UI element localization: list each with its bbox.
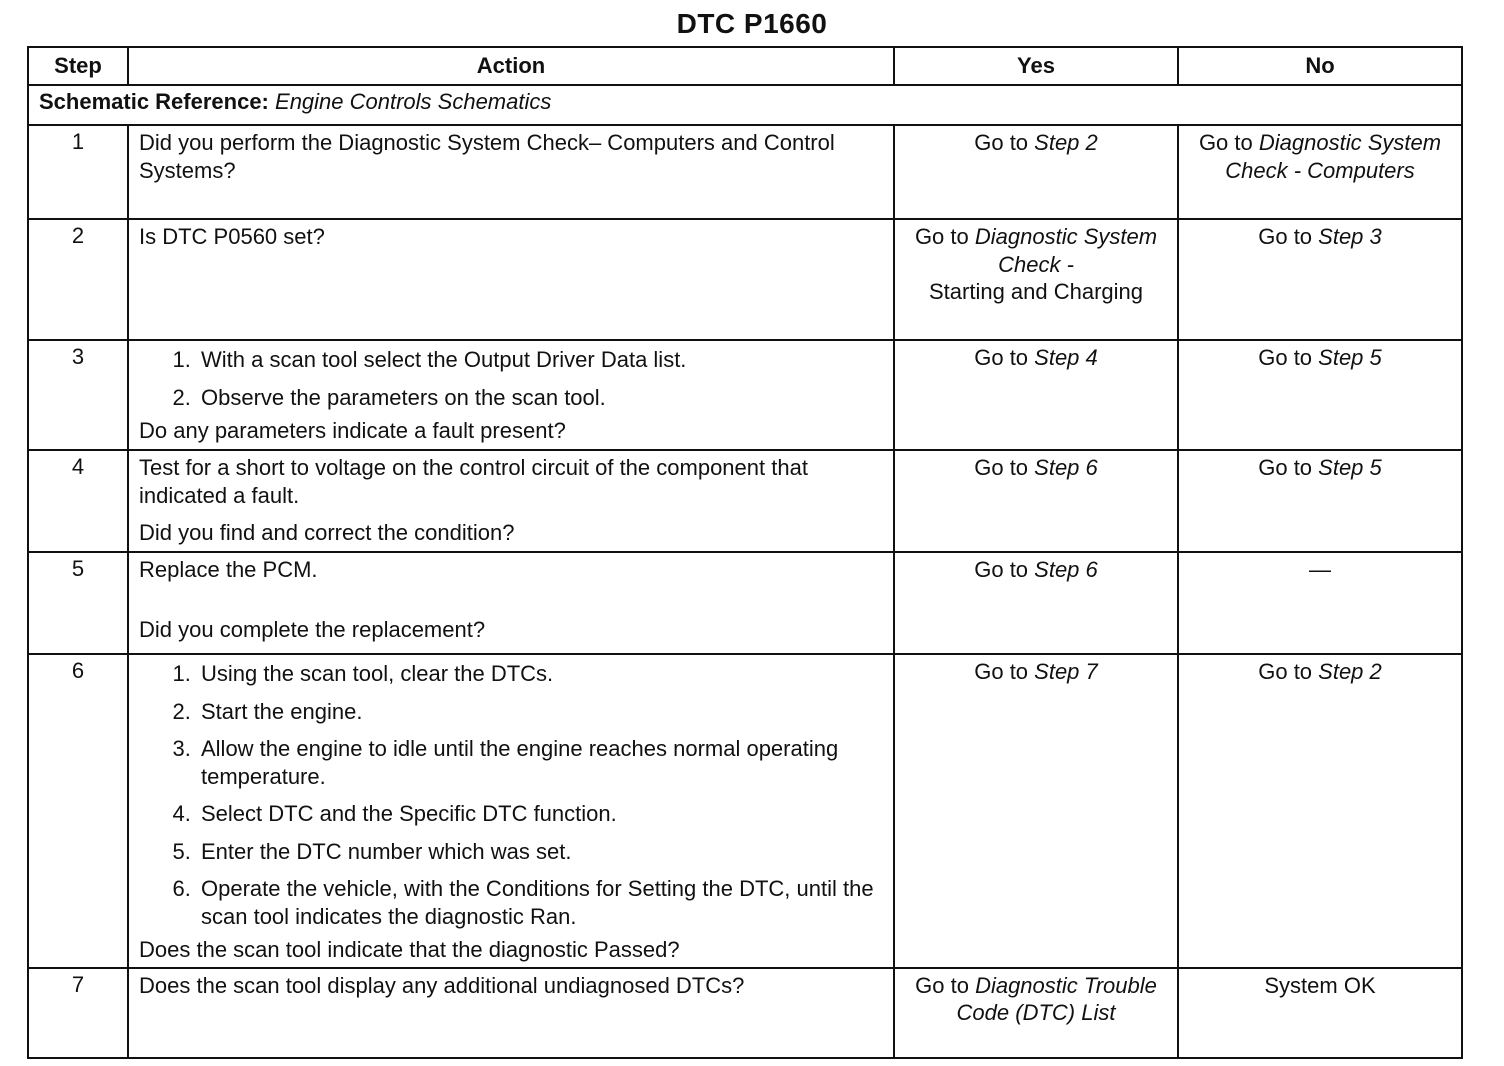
yes-prefix: Go to bbox=[974, 455, 1035, 480]
schematic-reference-row bbox=[28, 85, 1462, 125]
action-question: Did you complete the replacement? bbox=[139, 616, 486, 642]
action-text: Replace the PCM. bbox=[139, 557, 318, 582]
yes-cell bbox=[894, 340, 1178, 450]
step-number: 6 bbox=[28, 654, 128, 968]
yes-prefix: Go to bbox=[915, 972, 976, 998]
yes-link[interactable]: Step 6 bbox=[1034, 455, 1098, 480]
no-cell bbox=[1178, 219, 1462, 340]
action-question: Do any parameters indicate a fault present? bbox=[139, 418, 566, 443]
schematic-reference-link[interactable]: Engine Controls Schematics bbox=[275, 89, 552, 114]
no-prefix: Go to bbox=[1198, 130, 1259, 155]
yes-link[interactable]: Step 7 bbox=[1034, 659, 1098, 684]
list-item: 3. Allow the engine to idle until the engine reaches normal operating temperature. bbox=[197, 735, 883, 790]
list-item: 2. Start the engine. bbox=[197, 698, 883, 726]
no-cell bbox=[1178, 340, 1462, 450]
list-item: 2. Observe the parameters on the scan tool. bbox=[197, 384, 883, 412]
table-row bbox=[28, 654, 1462, 968]
no-link[interactable]: Step 3 bbox=[1318, 224, 1382, 249]
table-header-row bbox=[28, 47, 1462, 85]
yes-cell bbox=[894, 219, 1178, 340]
list-item: 1. With a scan tool select the Output Driver Data list. bbox=[197, 346, 883, 374]
yes-cell bbox=[894, 125, 1178, 219]
table-row bbox=[28, 219, 1462, 340]
action-step-list bbox=[139, 346, 883, 411]
yes-link[interactable]: Step 2 bbox=[1034, 130, 1098, 155]
yes-prefix: Go to bbox=[974, 659, 1035, 684]
yes-link[interactable]: Diagnostic Trouble Code (DTC) List bbox=[956, 972, 1157, 1025]
yes-link[interactable]: Diagnostic System Check - bbox=[974, 224, 1158, 277]
action-cell bbox=[128, 968, 894, 1058]
action-cell bbox=[128, 219, 894, 340]
no-cell bbox=[1178, 450, 1462, 552]
no-result: System OK bbox=[1264, 972, 1376, 998]
step-number: 2 bbox=[28, 219, 128, 340]
table-row bbox=[28, 125, 1462, 219]
action-text: Test for a short to voltage on the control circuit of the component that indicated a fault. bbox=[139, 455, 808, 508]
action-text: Is DTC P0560 set? bbox=[139, 224, 325, 249]
schematic-reference-label: Schematic Reference: bbox=[39, 89, 269, 114]
table-row bbox=[28, 340, 1462, 450]
step-number: 1 bbox=[28, 125, 128, 219]
step-number: 4 bbox=[28, 450, 128, 552]
no-link[interactable]: Step 5 bbox=[1318, 455, 1382, 480]
action-cell bbox=[128, 552, 894, 654]
step-number: 5 bbox=[28, 552, 128, 654]
dtc-table bbox=[27, 46, 1463, 1059]
table-row bbox=[28, 552, 1462, 654]
no-dash: — bbox=[1309, 557, 1331, 582]
table-row bbox=[28, 450, 1462, 552]
no-prefix: Go to bbox=[1258, 455, 1319, 480]
yes-prefix: Go to bbox=[974, 557, 1035, 582]
no-cell bbox=[1178, 552, 1462, 654]
yes-prefix: Go to bbox=[974, 345, 1035, 370]
no-cell bbox=[1178, 125, 1462, 219]
header-action: Action bbox=[128, 47, 894, 85]
action-cell bbox=[128, 340, 894, 450]
list-item: 1. Using the scan tool, clear the DTCs. bbox=[197, 660, 883, 688]
action-step-list bbox=[139, 660, 883, 930]
yes-link[interactable]: Step 4 bbox=[1034, 345, 1098, 370]
no-cell bbox=[1178, 968, 1462, 1058]
list-item: 6. Operate the vehicle, with the Conditions for Setting the DTC, until the scan tool indicates the diagnostic Ran. bbox=[197, 875, 883, 930]
yes-cell bbox=[894, 450, 1178, 552]
header-yes: Yes bbox=[894, 47, 1178, 85]
yes-link[interactable]: Step 6 bbox=[1034, 557, 1098, 582]
action-question: Does the scan tool indicate that the diagnostic Passed? bbox=[139, 937, 680, 962]
no-link[interactable]: Step 2 bbox=[1318, 659, 1382, 684]
yes-prefix: Go to bbox=[914, 224, 975, 249]
action-cell bbox=[128, 654, 894, 968]
no-prefix: Go to bbox=[1258, 345, 1319, 370]
no-cell bbox=[1178, 654, 1462, 968]
no-link[interactable]: Step 5 bbox=[1318, 345, 1382, 370]
header-step: Step bbox=[28, 47, 128, 85]
action-text: Does the scan tool display any additional undiagnosed DTCs? bbox=[139, 972, 745, 998]
no-prefix: Go to bbox=[1258, 224, 1319, 249]
action-question: Did you find and correct the condition? bbox=[139, 520, 515, 545]
action-cell bbox=[128, 125, 894, 219]
list-item: 4. Select DTC and the Specific DTC function. bbox=[197, 800, 883, 828]
table-row bbox=[28, 968, 1462, 1058]
no-link[interactable]: Diagnostic System Check - Computers bbox=[1225, 130, 1442, 183]
yes-cell bbox=[894, 552, 1178, 654]
schematic-reference bbox=[28, 85, 1462, 125]
document-title: DTC P1660 bbox=[676, 8, 828, 39]
action-text: Did you perform the Diagnostic System Check– Computers and Control Systems? bbox=[139, 130, 835, 183]
yes-cell bbox=[894, 968, 1178, 1058]
yes-cell bbox=[894, 654, 1178, 968]
step-number: 3 bbox=[28, 340, 128, 450]
list-item: 5. Enter the DTC number which was set. bbox=[197, 838, 883, 866]
yes-prefix: Go to bbox=[974, 130, 1035, 155]
action-cell bbox=[128, 450, 894, 552]
header-no: No bbox=[1178, 47, 1462, 85]
no-prefix: Go to bbox=[1258, 659, 1319, 684]
step-number: 7 bbox=[28, 968, 128, 1058]
yes-suffix: Starting and Charging bbox=[928, 279, 1144, 304]
